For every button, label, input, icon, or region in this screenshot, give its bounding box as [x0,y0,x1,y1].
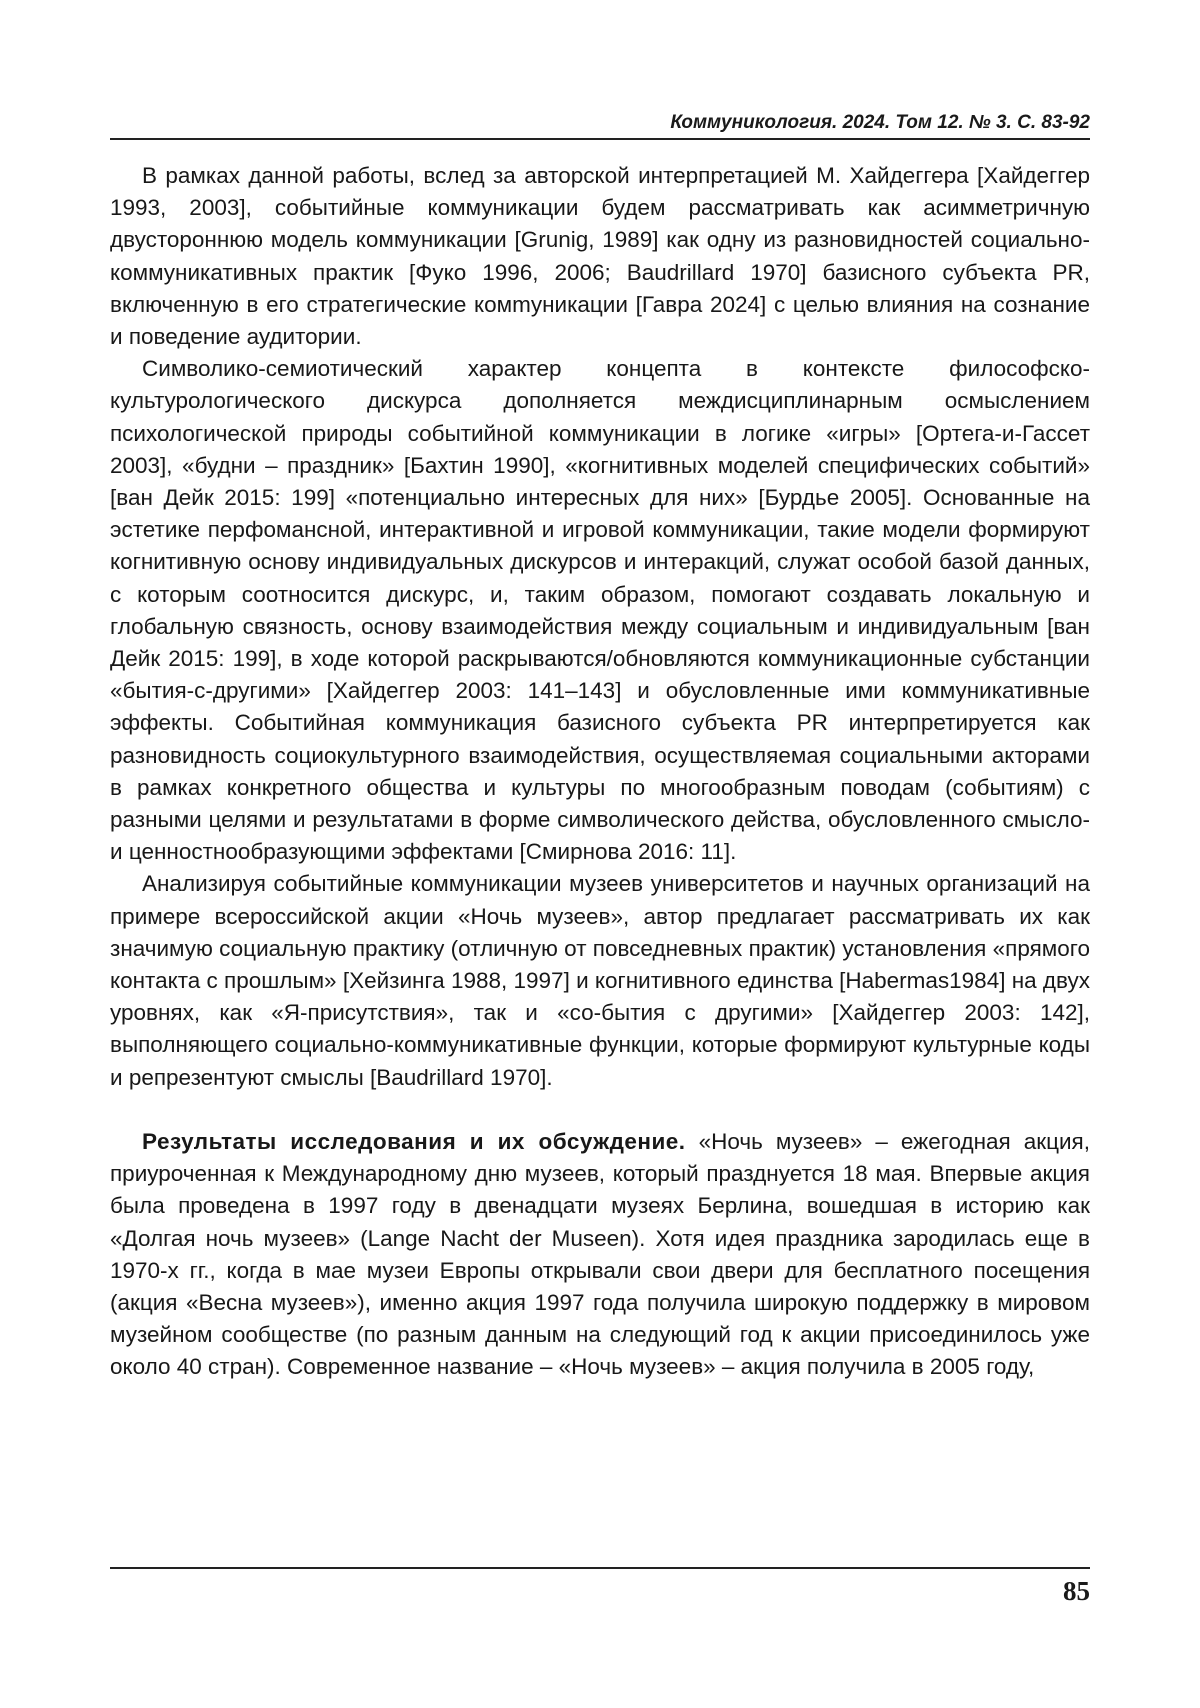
paragraph: Анализируя событийные коммуникации музеев университетов и научных организаций на примере всероссийской акции «Ночь музеев», автор предлагает рассматривать их как значимую социальную практику (отличную от повседневных практик) установления «прямого контакта с прошлым» [Хейзинга 1988, 1997] и когнитивного единства [Habermas1984] на двух уровнях, как «Я-присутствия», так и «со-бытия с другими» [Хайдеггер 2003: 142], выполняющего социально-коммуникативные функции, которые формируют культурные коды и репрезентуют смыслы [Baudrillard 1970]. [110,871,1090,1090]
footer-rule [110,1567,1090,1569]
paragraph: В рамках данной работы, вслед за авторской интерпретацией М. Хайдеггера [Хайдеггер 1993, 2003], событийные коммуникации будем рассматривать как асимметричную двустороннюю модель коммуникации [Grunig, 1989] как одну из разновидностей социально-коммуникативных практик [Фуко 1996, 2006; Baudrillard 1970] базисного субъекта PR, включенную в его стратегические комmуникации [Гавра 2024] с целью влияния на сознание и поведение аудитории. [110,163,1090,350]
page-number: 85 [1063,1576,1090,1606]
section-text: «Ночь музеев» – ежегодная акция, приуроченная к Международному дню музеев, который празднуется 18 мая. Впервые акция была проведена в 1997 году в двенадцати музеях Берлина, вошедшая в историю как «Долгая ночь музеев» (Lange Nacht der Museen). Хотя идея праздника зародилась еще в 1970-х гг., когда в мае музеи Европы открывали свои двери для бесплатного посещения (акция «Весна музеев»), именно акция 1997 года получила широкую поддержку в мировом музейном сообществе (по разным данным на следующий год к акции присоединилось уже около 40 стран). Современное название – «Ночь музеев» – акция получила в 2005 году, [110,1128,1090,1380]
header-rule [110,138,1090,140]
paragraph: Символико-семиотический характер концепта в контексте философско-культурологического дискурса дополняется междисциплинарным осмыслением психологической природы событийной коммуникации в логике «игры» [Ортега-и-Гассет 2003], «будни – праздник» [Бахтин 1990], «когнитивных моделей специфических событий» [ван Дейк 2015: 199] «потенциально интересных для них» [Бурдье 2005]. Основанные на эстетике перфомансной, интерактивной и игровой коммуникации, такие модели формируют когнитивную основу индивидуальных дискурсов и интеракций, служат особой базой данных, с которым соотносится дискурс, и, таким образом, помогают создавать локальную и глобальную связность, основу взаимодействия между социальным и индивидуальным [ван Дейк 2015: 199], в ходе которой раскрываются/обновляются коммуникационные субстанции «бытия-с-другими» [Хайдеггер 2003: 141–143] и обусловленные ими коммуникативные эффекты. Событийная коммуникация базисного субъекта PR интерпретируется как разновидность социокультурного взаимодействия, осуществляемая социальными акторами в рамках конкретного общества и культуры по многообразным поводам (событиям) с разными целями и результатами в форме символического действа, обусловленного смысло- и ценностнообразующими эффектами [Смирнова 2016: 11]. [110,356,1090,865]
section-heading: Результаты исследования и их обсуждение. [142,1128,686,1154]
running-header: Коммуникология. 2024. Том 12. № 3. С. 83-92 [670,112,1090,133]
article-body [110,160,1090,1384]
results-section-paragraph [110,1126,1090,1384]
